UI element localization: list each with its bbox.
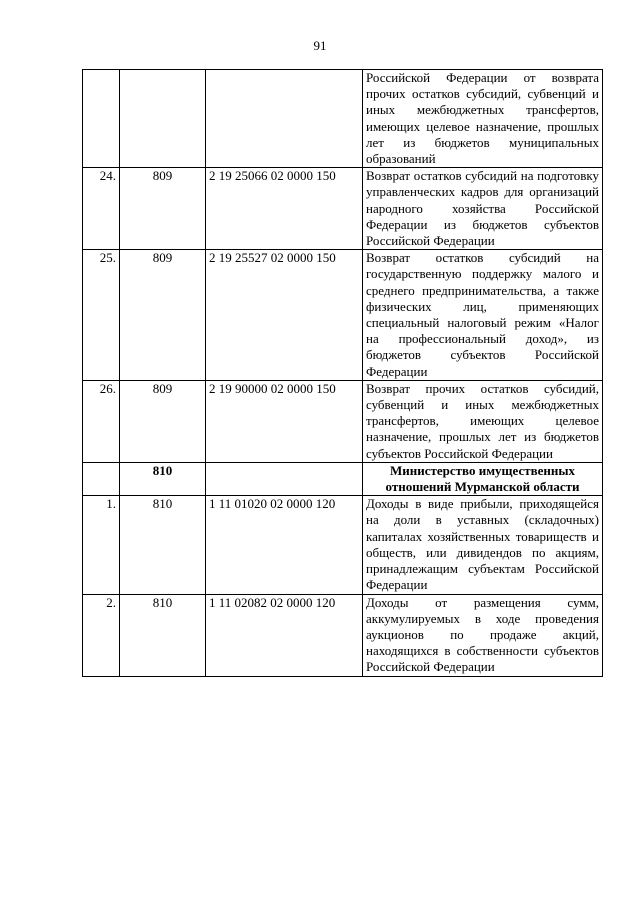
revenue-code: 1 11 01020 02 0000 120 [206, 496, 363, 594]
row-number: 24. [83, 168, 120, 250]
table-row [83, 496, 603, 594]
revenue-code [206, 70, 363, 168]
admin-code: 809 [120, 250, 206, 381]
revenue-code: 2 19 90000 02 0000 150 [206, 380, 363, 462]
table-row [83, 250, 603, 381]
revenue-description: Российской Федерации от возврата прочих остатков субсидий, субвенций и иных межбюджетных трансфертов, имеющих целевое назначение, прошлых лет из бюджетов муниципальных образований [363, 70, 603, 168]
admin-code: 810 [120, 462, 206, 495]
revenue-code [206, 462, 363, 495]
admin-code [120, 70, 206, 168]
row-number [83, 70, 120, 168]
row-number [83, 462, 120, 495]
revenue-description: Доходы в виде прибыли, приходящейся на доли в уставных (складочных) капиталах хозяйственных товариществ и обществ, или дивидендов по акциям, принадлежащим субъектам Российской Федерации [363, 496, 603, 594]
row-number: 25. [83, 250, 120, 381]
administrator-name: Министерство имущественных отношений Мурманской области [363, 462, 603, 495]
table-row [83, 594, 603, 676]
row-number: 26. [83, 380, 120, 462]
row-number: 2. [83, 594, 120, 676]
table-row [83, 70, 603, 168]
revenue-description: Возврат остатков субсидий на государственную поддержку малого и среднего предпринимательства, а также физических лиц, применяющих специальный налоговый режим «Налог на профессиональный доход», из бюджетов субъектов Российской Федерации [363, 250, 603, 381]
section-header-row [83, 462, 603, 495]
revenue-description: Возврат прочих остатков субсидий, субвенций и иных межбюджетных трансфертов, имеющих целевое назначение, прошлых лет из бюджетов субъектов Российской Федерации [363, 380, 603, 462]
table-row [83, 168, 603, 250]
revenue-code: 2 19 25527 02 0000 150 [206, 250, 363, 381]
admin-code: 809 [120, 168, 206, 250]
admin-code: 810 [120, 496, 206, 594]
revenue-code: 1 11 02082 02 0000 120 [206, 594, 363, 676]
row-number: 1. [83, 496, 120, 594]
revenue-code: 2 19 25066 02 0000 150 [206, 168, 363, 250]
revenue-description: Возврат остатков субсидий на подготовку управленческих кадров для организаций народного хозяйства Российской Федерации из бюджетов субъектов Российской Федерации [363, 168, 603, 250]
page-number: 91 [313, 38, 327, 53]
admin-code: 809 [120, 380, 206, 462]
admin-code: 810 [120, 594, 206, 676]
table-row [83, 380, 603, 462]
revenue-codes-table [82, 69, 603, 677]
revenue-description: Доходы от размещения сумм, аккумулируемых в ходе проведения аукционов по продаже акций, находящихся в собственности субъектов Российской Федерации [363, 594, 603, 676]
